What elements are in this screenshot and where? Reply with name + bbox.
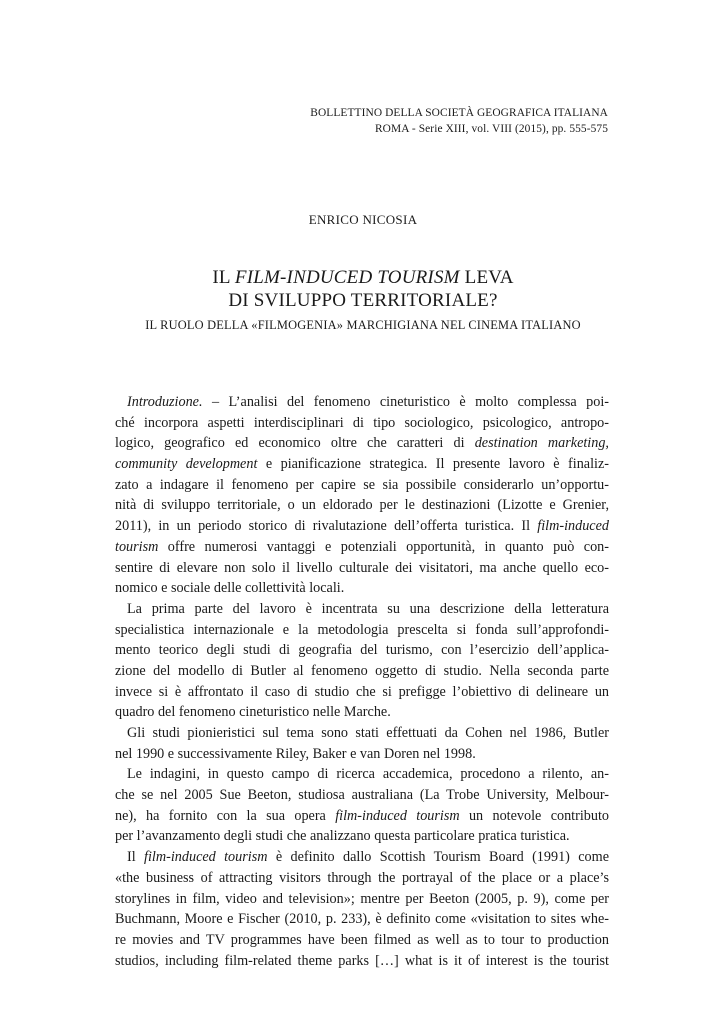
body-line (115, 537, 609, 558)
title-line-2: DI SVILUPPO TERRITORIALE? (228, 290, 498, 311)
body-line: specialistica internazionale e la metodologia prescelta si fonda sull’approfondi- (115, 621, 609, 638)
body-line: per l’avanzamento degli studi che analizzano questa particolare pratica turistica. (115, 828, 570, 845)
body-line: zione del modello di Butler al fenomeno oggetto di studio. Nella seconda parte (115, 662, 609, 679)
body-line (115, 847, 609, 868)
article-title (0, 266, 726, 312)
body-line: che se nel 2005 Sue Beeton, studiosa australiana (La Trobe University, Melbour- (115, 787, 609, 804)
body-line: nità di sviluppo territoriale, o un eldorado per le destinazioni (Lizotte e Grenier, (115, 497, 609, 514)
title-suffix: LEVA (459, 267, 514, 288)
body-line: La prima parte del lavoro è incentrata su una descrizione della letteratura (127, 600, 609, 617)
body-text: logico, geografico ed economico oltre che caratteri di (115, 435, 475, 452)
italic-term: film-induced tourism (144, 849, 268, 866)
body-line: zato a indagare il fenomeno per capire se sia possibile considerarlo un’opportu- (115, 476, 609, 493)
body-text: un notevole contributo (459, 807, 610, 824)
author-name: ENRICO NICOSIA (308, 212, 418, 227)
body-line: Gli studi pionieristici sul tema sono stati effettuati da Cohen nel 1986, Butler (127, 725, 609, 741)
body-line: studios, including film-related theme parks […] what is it of interest is the tourist (115, 952, 609, 969)
article-subtitle: IL RUOLO DELLA «FILMOGENIA» MARCHIGIANA NEL CINEMA ITALIANO (145, 318, 581, 332)
body-text: 2011), in un periodo storico di rivalutazione dell’offerta turistica. Il (115, 518, 538, 535)
title-italic: FILM-INDUCED TOURISM (234, 267, 460, 288)
italic-term: film-induced (537, 518, 609, 535)
journal-header (310, 105, 608, 137)
title-prefix: IL (212, 267, 235, 288)
journal-issue: ROMA - Serie XIII, vol. VIII (2015), pp. 555-575 (374, 123, 608, 135)
journal-name: BOLLETTINO DELLA SOCIETÀ GEOGRAFICA ITALIANA (310, 107, 608, 119)
body-text: – L’analisi del fenomeno cineturistico è molto complessa poi- (202, 394, 609, 410)
body-line: «the business of attracting visitors through the portrayal of the place or a place’s (115, 869, 609, 886)
body-line (115, 433, 609, 454)
article-body (115, 392, 609, 971)
body-line: nel 1990 e successivamente Riley, Baker e van Doren nel 1998. (115, 745, 476, 762)
body-line (115, 516, 609, 537)
body-text: e pianificazione strategica. Il presente lavoro è finaliz- (257, 456, 609, 473)
body-line: ché incorpora aspetti interdisciplinari di tipo sociologico, psicologico, antropo- (115, 414, 609, 431)
body-text: ne), ha fornito con la sua opera (115, 807, 336, 824)
body-line (115, 454, 609, 475)
body-text: offre numerosi vantaggi e potenziali opportunità, in quanto può con- (158, 538, 609, 555)
section-heading: Introduzione. (127, 394, 203, 410)
body-line: Buchmann, Moore e Fischer (2010, p. 233), è definito come «visitation to sites whe- (115, 911, 609, 928)
italic-term: community development (115, 456, 258, 473)
body-line (115, 392, 609, 413)
body-line: invece si è affrontato il caso di studio che si prefigge l’obiettivo di delineare un (115, 683, 609, 700)
body-line: Le indagini, in questo campo di ricerca accademica, procedono a rilento, an- (127, 766, 609, 783)
body-line (115, 806, 609, 827)
body-line: re movies and TV programmes have been filmed as well as to tour to production (115, 931, 609, 948)
italic-term: film-induced tourism (335, 807, 460, 824)
title-line-1 (0, 266, 726, 289)
italic-term: tourism (115, 538, 159, 555)
body-line: storylines in film, video and television»; mentre per Beeton (2005, p. 9), come per (115, 890, 609, 907)
body-text: è definito dallo Scottish Tourism Board (1991) come (267, 849, 609, 866)
italic-term: destination marketing, (474, 435, 609, 452)
body-text: Il (127, 849, 145, 866)
body-line: quadro del fenomeno cineturistico nelle Marche. (115, 704, 391, 721)
body-line: mento teorico degli studi di geografia del turismo, con l’esercizio dell’applica- (115, 642, 609, 659)
body-line: sentire di elevare non solo il livello culturale dei visitatori, ma anche quello eco- (115, 559, 609, 576)
body-line: nomico e sociale delle collettività locali. (115, 580, 345, 597)
